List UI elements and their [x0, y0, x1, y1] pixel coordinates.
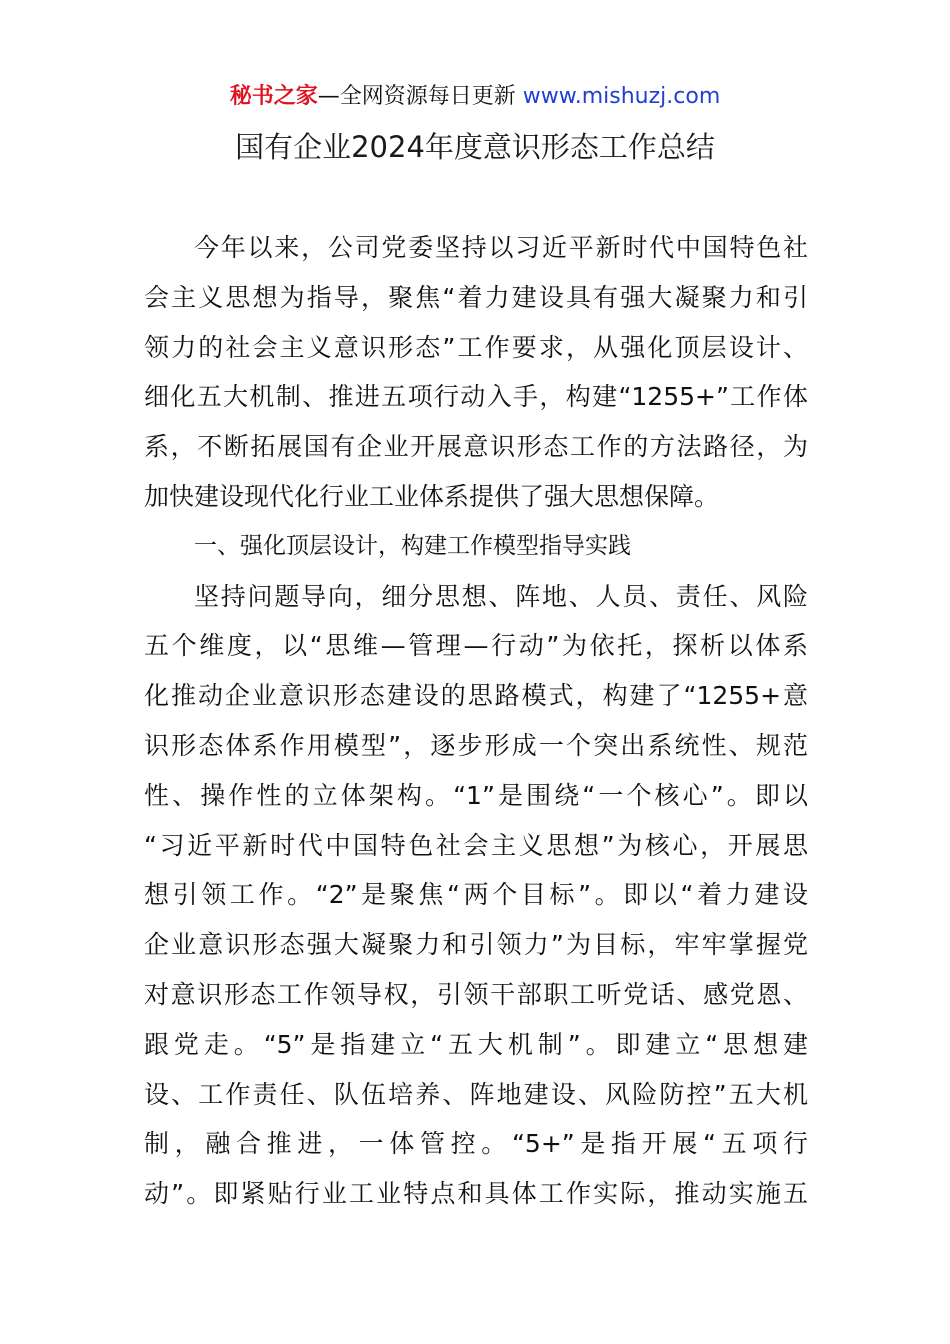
paragraph-line: 动”。即紧贴行业工业特点和具体工作实际，推动实施五: [144, 1179, 808, 1209]
section-heading: 一、强化顶层设计，构建工作模型指导实践: [194, 532, 631, 559]
paragraph-line: 系，不断拓展国有企业开展意识形态工作的方法路径，为: [144, 432, 808, 462]
paragraph-line: 对意识形态工作领导权，引领干部职工听党话、感党恩、: [144, 979, 808, 1009]
site-banner: [0, 80, 950, 114]
document-body: [144, 223, 808, 1219]
paragraph-line: 制，融合推进，一体管控。“5+”是指开展“五项行: [144, 1129, 808, 1159]
paragraph-line: 坚持问题导向，细分思想、阵地、人员、责任、风险: [194, 581, 808, 611]
site-url-link[interactable]: www.mishuzj.com: [522, 84, 721, 109]
paragraph-line: “习近平新时代中国特色社会主义思想”为核心，开展思: [144, 830, 808, 860]
paragraph-line: 领力的社会主义意识形态”工作要求，从强化顶层设计、: [144, 332, 808, 362]
paragraph-line: 企业意识形态强大凝聚力和引领力”为目标，牢牢掌握党: [144, 930, 808, 960]
paragraph-line: 五个维度，以“思维—管理—行动”为依托，探析以体系: [144, 631, 808, 661]
paragraph-line: 加快建设现代化行业工业体系提供了强大思想保障。: [144, 481, 720, 511]
paragraph-line: 识形态体系作用模型”，逐步形成一个突出系统性、规范: [144, 730, 808, 760]
paragraph-line: 会主义思想为指导，聚焦“着力建设具有强大凝聚力和引: [144, 282, 808, 312]
site-tagline: —全网资源每日更新: [317, 84, 516, 109]
paragraph-line: 今年以来，公司党委坚持以习近平新时代中国特色社: [194, 233, 808, 262]
site-brand: 秘书之家: [229, 84, 318, 109]
document-title: 国有企业2024年度意识形态工作总结: [235, 130, 715, 164]
paragraph-line: 设、工作责任、队伍培养、阵地建设、风险防控”五大机: [144, 1079, 808, 1109]
paragraph-line: 性、操作性的立体架构。“1”是围绕“一个核心”。即以: [144, 780, 808, 810]
paragraph-line: 化推动企业意识形态建设的思路模式，构建了“1255+意: [144, 681, 808, 711]
paragraph-line: 跟党走。“5”是指建立“五大机制”。即建立“思想建: [144, 1029, 808, 1059]
paragraph-line: 细化五大机制、推进五项行动入手，构建“1255+”工作体: [144, 382, 808, 412]
paragraph-line: 想引领工作。“2”是聚焦“两个目标”。即以“着力建设: [144, 880, 808, 910]
